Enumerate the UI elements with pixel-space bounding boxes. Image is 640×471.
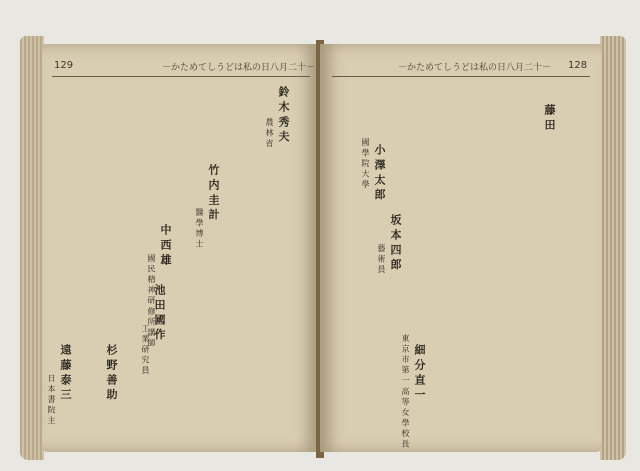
left-page-edge (20, 36, 44, 460)
right-aff-5: 東 京 市 第 一 高 等 女 學 校 長 (401, 334, 410, 448)
left-header-rule (52, 76, 310, 77)
right-name-5: 細 分 直 一 (413, 344, 426, 400)
right-aff-2: 國 學 院 大 學 (361, 138, 370, 189)
right-aff-3: 藝 術 員 (377, 244, 386, 274)
right-name-4: 中 西 雄 (159, 224, 172, 265)
right-page-edge (600, 36, 626, 460)
right-name-2: 小 澤 太 郎 (373, 144, 386, 200)
left-aff-1: 農 林 省 (265, 118, 274, 148)
left-aff-5: 日 本 書 院 主 (47, 374, 56, 425)
left-page (42, 44, 318, 452)
left-name-2: 竹 内 圭 計 (207, 164, 220, 220)
right-name-3: 坂 本 四 郎 (389, 214, 402, 270)
left-page-number: 129 (54, 60, 74, 71)
left-name-5: 遠 藤 泰 三 (59, 344, 72, 400)
left-name-4: 杉 野 善 助 (105, 344, 118, 400)
left-name-1: 鈴 木 秀 夫 (277, 86, 290, 142)
left-running-head: －かためてしうどは私の日八月二十－ (162, 63, 316, 73)
right-page-number: 128 (568, 60, 588, 71)
right-running-head: －かためてしうどは私の日八月二十－ (398, 63, 552, 73)
right-header-rule (332, 76, 590, 77)
left-aff-3: 工 業 研 究 員 (141, 324, 150, 375)
right-aff-4: 國 民 精 神 研 修 所 講 師 (147, 254, 156, 347)
right-name-1: 藤 田 (543, 104, 556, 130)
left-aff-2: 醫 學 博 士 (195, 208, 204, 248)
left-name-3: 池 田 國 作 (153, 284, 166, 340)
